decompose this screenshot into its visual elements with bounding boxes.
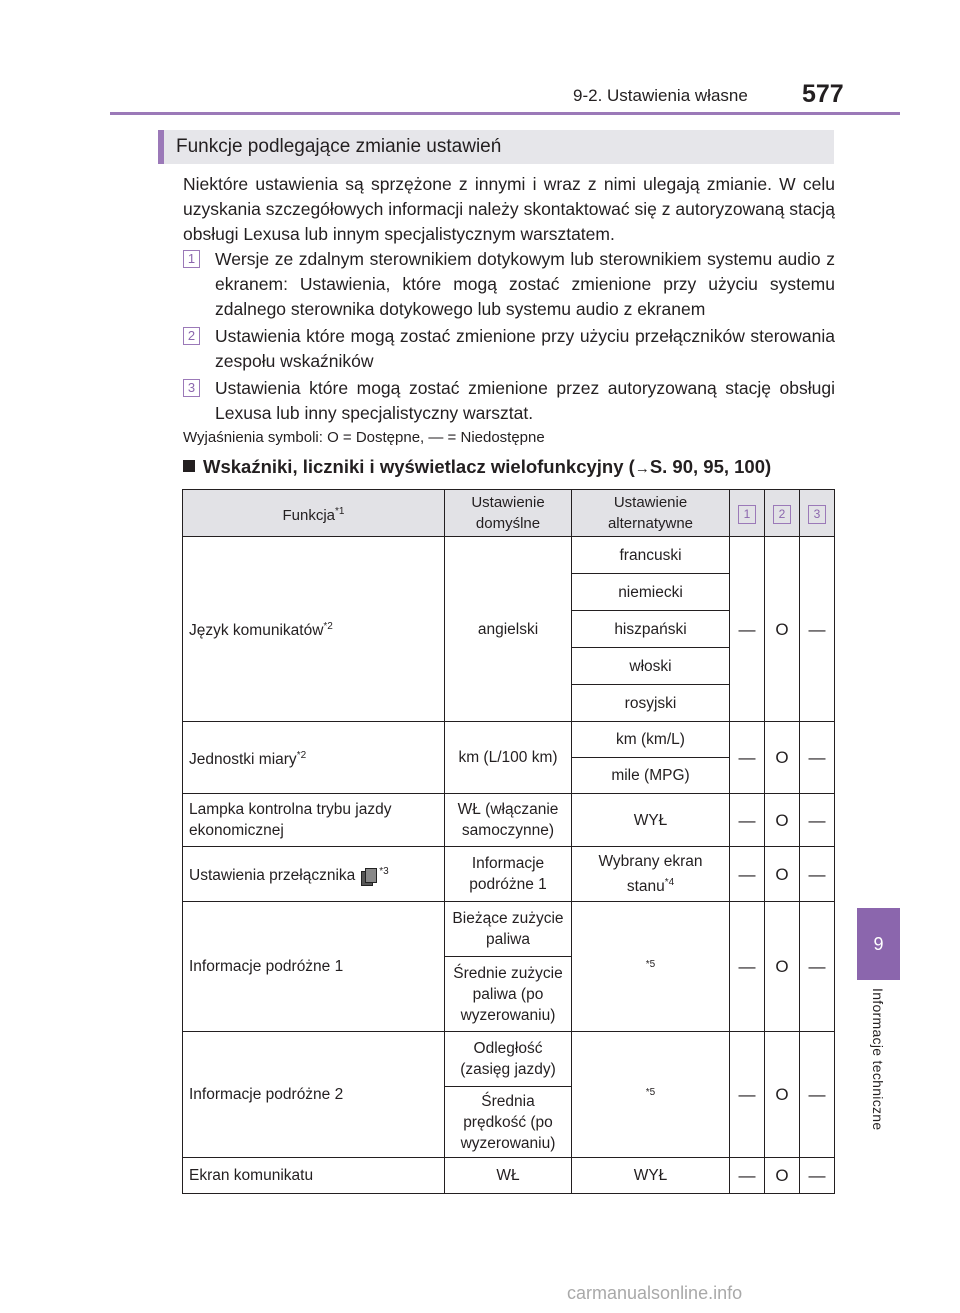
cell-alternative: WYŁ <box>572 1158 730 1194</box>
cell-mark-1: — <box>730 537 765 722</box>
cell-function: Lampka kontrolna trybu jazdy ekonomicznej <box>183 794 445 847</box>
display-switch-icon <box>361 868 375 884</box>
cell-default: angielski <box>445 537 572 722</box>
symbols-note: Wyjaśnienia symboli: O = Dostępne, — = Niedostępne <box>183 429 545 446</box>
cell-mark-3: — <box>800 902 835 1032</box>
table-row <box>183 1158 835 1194</box>
square-bullet-icon <box>183 460 195 472</box>
cell-mark-3: — <box>800 794 835 847</box>
settings-table <box>182 489 835 1194</box>
cell-mark-1: — <box>730 1158 765 1194</box>
cell-alternative: włoski <box>572 648 730 685</box>
cell-mark-3: — <box>800 1032 835 1158</box>
cell-mark-3: — <box>800 722 835 794</box>
arrow-reference-icon: → <box>634 460 650 477</box>
cell-mark-2: O <box>765 537 800 722</box>
legend-text: Wersje ze zdalnym sterownikiem dotykowym lub sterownikiem systemu audio z ekranem: Ustawienia, które mogą zostać zmienione przy użyciu systemu zdalnego sterownika dotykowego lub systemu audio z ekranem <box>215 249 835 319</box>
cell-mark-1: — <box>730 847 765 902</box>
cell-mark-1: — <box>730 902 765 1032</box>
cell-alternative: *5 <box>572 1032 730 1158</box>
cell-default: km (L/100 km) <box>445 722 572 794</box>
cell-alternative: WYŁ <box>572 794 730 847</box>
header-col-1: 1 <box>730 490 765 537</box>
header-default: Ustawienie domyślne <box>445 490 572 537</box>
table-row <box>183 537 835 574</box>
cell-mark-1: — <box>730 1032 765 1158</box>
cell-default: Odległość (zasięg jazdy) <box>445 1032 572 1087</box>
cell-function: Informacje podróżne 2 <box>183 1032 445 1158</box>
legend-item <box>183 324 835 374</box>
cell-mark-3: — <box>800 537 835 722</box>
cell-default: WŁ <box>445 1158 572 1194</box>
cell-mark-2: O <box>765 722 800 794</box>
legend-number-badge: 3 <box>183 379 200 397</box>
table-subheading <box>183 456 771 478</box>
cell-mark-1: — <box>730 794 765 847</box>
legend-number-badge: 2 <box>183 327 200 345</box>
cell-alternative: mile (MPG) <box>572 758 730 794</box>
cell-default: Średnie zużycie paliwa (po wyzerowaniu) <box>445 957 572 1032</box>
cell-mark-2: O <box>765 902 800 1032</box>
cell-alternative: francuski <box>572 537 730 574</box>
cell-mark-2: O <box>765 847 800 902</box>
header-divider <box>110 112 900 115</box>
subheading-text: Wskaźniki, liczniki i wyświetlacz wielofunkcyjny ( <box>203 456 635 477</box>
section-heading-bar <box>158 130 834 164</box>
chapter-tab[interactable]: 9 <box>857 908 900 980</box>
cell-alternative: hiszpański <box>572 611 730 648</box>
running-header-section: 9-2. Ustawienia własne <box>573 86 748 105</box>
header-function: Funkcja$^{*1}$ <box>183 490 445 537</box>
cell-mark-2: O <box>765 794 800 847</box>
cell-alternative: rosyjski <box>572 685 730 722</box>
cell-default: Średnia prędkość (po wyzerowaniu) <box>445 1087 572 1158</box>
table-header-row <box>183 490 835 537</box>
page-number: 577 <box>802 80 844 108</box>
cell-default: Informacje podróżne 1 <box>445 847 572 902</box>
cell-mark-2: O <box>765 1158 800 1194</box>
chapter-label: Informacje techniczne <box>870 988 886 1131</box>
legend-number-badge: 1 <box>183 250 200 268</box>
cell-function: Ustawienia przełącznika $^{*3}$ <box>183 847 445 902</box>
cell-function: Jednostki miary$^{*2}$ <box>183 722 445 794</box>
table-row <box>183 847 835 902</box>
header-col-3: 3 <box>800 490 835 537</box>
cell-function: Język komunikatów$^{*2}$ <box>183 537 445 722</box>
cell-mark-3: — <box>800 1158 835 1194</box>
table-row <box>183 1032 835 1087</box>
cell-default: WŁ (włączanie samoczynne) <box>445 794 572 847</box>
header-col-2: 2 <box>765 490 800 537</box>
cell-mark-2: O <box>765 1032 800 1158</box>
cell-function: Informacje podróżne 1 <box>183 902 445 1032</box>
intro-paragraph: Niektóre ustawienia są sprzężone z innymi i wraz z nimi ulegają zmianie. W celu uzyskania szczegółowych informacji należy skontaktować się z autoryzowaną stacją obsługi Lexusa lub innym specjalistycznym warsztatem. <box>183 174 835 244</box>
cell-alternative: Wybrany ekran stanu$^{*4}$ <box>572 847 730 902</box>
cell-alternative: niemiecki <box>572 574 730 611</box>
table-row <box>183 794 835 847</box>
legend-text: Ustawienia które mogą zostać zmienione przy użyciu przełączników sterowania zespołu wskaźników <box>215 326 835 371</box>
cell-alternative: *5 <box>572 902 730 1032</box>
legend-item <box>183 247 835 322</box>
section-title: Funkcje podlegające zmianie ustawień <box>176 136 502 157</box>
cell-default: Bieżące zużycie paliwa <box>445 902 572 957</box>
cell-mark-3: — <box>800 847 835 902</box>
header-alternative: Ustawienie alternatywne <box>572 490 730 537</box>
watermark: carmanualsonline.info <box>567 1283 743 1303</box>
table-row <box>183 902 835 957</box>
legend-item <box>183 376 835 426</box>
cell-function: Ekran komunikatu <box>183 1158 445 1194</box>
cell-mark-1: — <box>730 722 765 794</box>
legend-text: Ustawienia które mogą zostać zmienione przez autoryzowaną stację obsługi Lexusa lub inny specjalistyczny warsztat. <box>215 378 835 423</box>
cell-alternative: km (km/L) <box>572 722 730 758</box>
table-row <box>183 722 835 758</box>
page-reference-link[interactable]: S. 90, 95, 100) <box>649 456 772 477</box>
